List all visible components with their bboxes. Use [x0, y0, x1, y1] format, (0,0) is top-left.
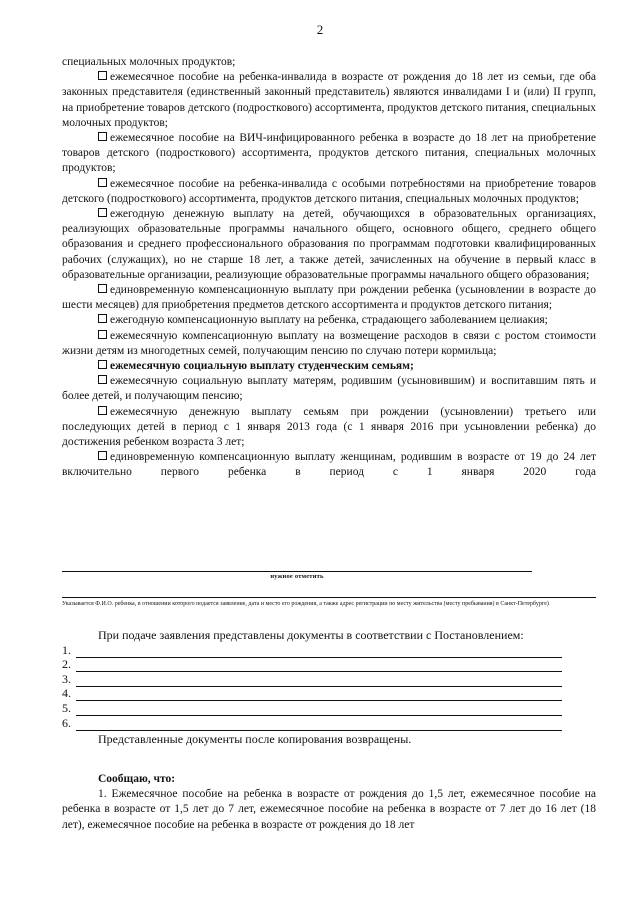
document-number: 6.: [62, 715, 71, 730]
fill-line: [62, 571, 532, 572]
benefit-text: ежемесячное пособие на ребенка-инвалида с особыми потребностями на приобретение товаров детского (подросткового) ассортимента, продуктов детского питания, специальных молочных продуктов;: [62, 177, 596, 205]
benefit-item: [62, 70, 596, 131]
benefit-item: [62, 359, 596, 374]
document-fill[interactable]: [76, 675, 562, 687]
benefit-item: [62, 177, 596, 207]
report-section: [62, 772, 596, 833]
document-line[interactable]: [62, 701, 562, 716]
benefit-text: ежемесячную компенсационную выплату на возмещение расходов в связи с ростом стоимости жизни детям из многодетных семей, получающим пенсию по случаю потери кормильца;: [62, 329, 596, 357]
checkbox[interactable]: [98, 132, 107, 141]
checkbox[interactable]: [98, 360, 107, 369]
documents-list: [62, 643, 562, 731]
checkbox[interactable]: [98, 71, 107, 80]
benefit-text: ежемесячное пособие на ВИЧ-инфицированного ребенка в возрасте до 18 лет на приобретение товаров детского (подросткового) ассортимента, продуктов детского питания, специальных молочных продуктов;: [62, 132, 596, 175]
document-number: 4.: [62, 686, 71, 701]
benefit-item: [62, 283, 596, 313]
checkbox[interactable]: [98, 406, 107, 415]
document-fill[interactable]: [76, 646, 562, 658]
benefit-item: [62, 313, 596, 328]
benefits-list: [62, 55, 596, 481]
page-number: 2: [316, 22, 324, 37]
benefit-item: [62, 374, 596, 404]
benefit-item: [62, 450, 596, 480]
checkbox[interactable]: [98, 314, 107, 323]
benefit-text: ежемесячное пособие на ребенка-инвалида в возрасте от рождения до 18 лет из семьи, где оба законных представителя (единственный законный представитель) являются инвалидами I и (или) II групп, на приобретение товаров детского (подросткового) ассортимента, продуктов детского питания, специальных молочных продуктов;: [62, 71, 596, 129]
document-line[interactable]: [62, 672, 562, 687]
benefit-text: ежегодную компенсационную выплату на ребенка, страдающего заболеванием целиакия;: [110, 314, 548, 327]
document-line[interactable]: [62, 658, 562, 673]
documents-returned-note: Представленные документы после копирования возвращены.: [98, 732, 412, 746]
report-paragraph: 1. Ежемесячное пособие на ребенка в возрасте от рождения до 1,5 лет, ежемесячное пособие на ребенка в возрасте от 1,5 лет до 7 лет, ежемесячное пособие на ребенка в возрасте от 7 лет до 16 лет (18 лет), ежемесячное пособие на ребенка в возрасте от рождения до 18 лет: [62, 788, 596, 831]
checkbox[interactable]: [98, 284, 107, 293]
documents-heading: При подаче заявления представлены документы в соответствии с Постановлением:: [98, 628, 524, 642]
document-number: 1.: [62, 642, 71, 657]
benefit-item: [62, 207, 596, 283]
document-fill[interactable]: [76, 689, 562, 701]
benefit-text: ежемесячную социальную выплату студенческим семьям;: [110, 360, 414, 373]
document-number: 5.: [62, 700, 71, 715]
benefit-item: [62, 329, 596, 359]
checkbox[interactable]: [98, 451, 107, 460]
fill-caption: нужное отметить: [270, 573, 324, 580]
document-number: 2.: [62, 657, 71, 672]
document-fill[interactable]: [76, 704, 562, 716]
document-fill[interactable]: [76, 660, 562, 672]
footnote: Указывается Ф.И.О. ребенка, в отношении которого подается заявление, дата и место его рождения, а также адрес регистрации по месту жительства (месту пребывания) в Санкт-Петербурге): [62, 601, 549, 607]
document-fill[interactable]: [76, 719, 562, 731]
benefit-text: единовременную компенсационную выплату при рождении ребенка (усыновлении в возрасте до шести месяцев) для приобретения предметов детского ассортимента и продуктов детского питания;: [62, 284, 596, 312]
document-number: 3.: [62, 671, 71, 686]
document-line[interactable]: [62, 716, 562, 731]
benefit-item: [62, 405, 596, 451]
document-line[interactable]: [62, 643, 562, 658]
checkbox[interactable]: [98, 330, 107, 339]
benefit-text: единовременную компенсационную выплату женщинам, родившим в возрасте от 19 до 24 лет включительно первого ребенка в период с 1 января 2020 года: [62, 451, 596, 479]
benefit-text: ежегодную денежную выплату на детей, обучающихся в образовательных организациях, реализующих образовательные программы начального общего, основного общего, среднего общего образования и среднего профессионального образования по программам подготовки квалифицированных рабочих (служащих), но не старше 18 лет, а также детей, зачисленных на обучение в первый класс в образовательные организации, реализующие образовательные программы начального общего образования;: [62, 208, 596, 281]
footnote-divider: [62, 597, 596, 598]
benefit-text: ежемесячную социальную выплату матерям, родившим (усыновившим) и воспитавшим пять и более детей, и получающим пенсию;: [62, 375, 596, 403]
paragraph-continued: специальных молочных продуктов;: [62, 56, 236, 68]
benefit-text: ежемесячную денежную выплату семьям при рождении (усыновлении) третьего или последующих детей в период с 1 января 2013 года (с 1 января 2016 при усыновлении ребенка) до достижения ребенком возраста 3 лет;: [62, 405, 596, 449]
checkbox[interactable]: [98, 178, 107, 187]
document-line[interactable]: [62, 687, 562, 702]
checkbox[interactable]: [98, 208, 107, 217]
benefit-item: [62, 131, 596, 177]
report-heading: Сообщаю, что:: [98, 773, 176, 785]
checkbox[interactable]: [98, 375, 107, 384]
